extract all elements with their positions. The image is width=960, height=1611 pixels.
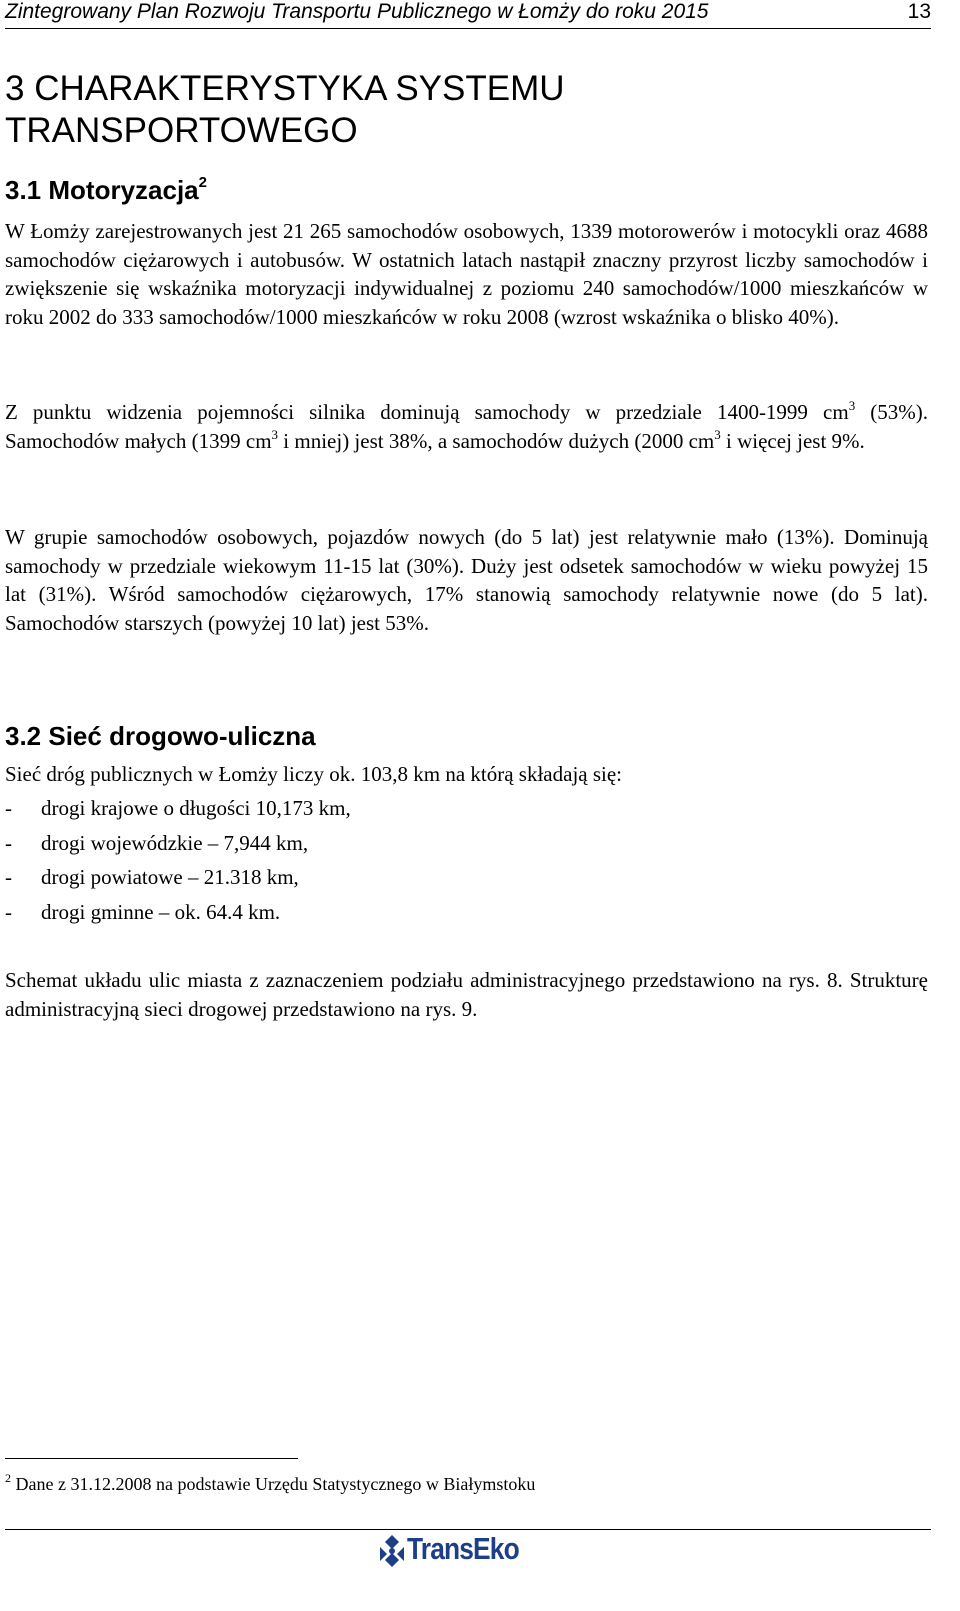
section-heading-motoryzacja [5,174,207,206]
document-title: Zintegrowany Plan Rozwoju Transportu Publicznego w Łomży do roku 2015 [5,0,709,23]
list-dash: - [5,796,12,820]
paragraph-text: (53%). Samochodów małych (1399 cm [5,400,929,453]
section-heading-road-network: 3.2 Sieć drogowo-uliczna [5,721,316,751]
list-dash: - [5,865,12,889]
page-header [5,0,931,29]
list-item [5,898,905,933]
paragraph-road-network-intro: Sieć dróg publicznych w Łomży liczy ok. 103,8 km na którą składają się: [5,762,623,786]
paragraph-vehicle-age: W grupie samochodów osobowych, pojazdów nowych (do 5 lat) jest relatywnie mało (13%). Dominują samochody w przedziale wiekowym 11-15 lat (30%). Duży jest odsetek samochodów w wieku powyżej 15 lat (31%). Wśród samochodów ciężarowych, 17% stanowią samochody relatywnie nowe (do 5 lat). Samochodów starszych (powyżej 10 lat) jest 53%. [5,525,928,635]
transeko-logo-icon [378,1533,406,1569]
paragraph-text: i mniej) jest 38%, a samochodów dużych (2000 cm [278,428,715,453]
superscript: 3 [848,398,856,413]
paragraph-registrations: W Łomży zarejestrowanych jest 21 265 samochodów osobowych, 1339 motorowerów i motocykli oraz 4688 samochodów ciężarowych i autobusów. W ostatnich latach nastąpił znaczny przyrost liczby samochodów i zwiększenie się wskaźnika motoryzacji indywidualnej z poziomu 240 samochodów/1000 mieszkańców w roku 2002 do 333 samochodów/1000 mieszkańców w roku 2008 (wzrost wskaźnika o blisko 40%). [5,219,928,329]
page-number: 13 [907,0,931,23]
superscript: 3 [714,426,721,442]
road-types-list [5,794,905,932]
list-dash: - [5,899,12,924]
footnote-separator [5,1458,298,1459]
section-heading-text: 3.1 Motoryzacja [5,175,199,205]
list-item [5,863,905,898]
chapter-heading: 3 CHARAKTERYSTYKA SYSTEMU TRANSPORTOWEGO [5,69,565,150]
list-dash: - [5,830,12,855]
list-item-text: drogi gminne – ok. 64.4 km. [41,899,281,924]
paragraph-map-references: Schemat układu ulic miasta z zaznaczeniem podziału administracyjnego przedstawiono na rys. 8. Strukturę administracyjną sieci drogowej przedstawiono na rys. 9. [5,968,928,1021]
footer-separator [5,1529,931,1530]
footnote-text: Dane z 31.12.2008 na podstawie Urzędu Statystycznego w Białymstoku [15,1474,536,1494]
list-item-text: drogi wojewódzkie – 7,944 km, [41,830,309,855]
list-item-text: drogi powiatowe – 21.318 km, [41,865,299,889]
superscript: 3 [271,426,279,442]
footnote [5,1471,535,1495]
list-item [5,794,905,829]
footnote-number: 2 [5,1471,11,1485]
logo-wordmark: TransEko [407,1531,519,1566]
list-item [5,829,905,864]
list-item-text: drogi krajowe o długości 10,173 km, [41,796,351,820]
paragraph-text: i więcej jest 9%. [720,428,865,453]
paragraph-text: Z punktu widzenia pojemności silnika dominują samochody w przedziale 1400-1999 cm [5,400,849,424]
paragraph-engine-capacity [5,398,928,455]
footnote-reference: 2 [198,174,207,191]
transeko-logo [378,1531,558,1571]
